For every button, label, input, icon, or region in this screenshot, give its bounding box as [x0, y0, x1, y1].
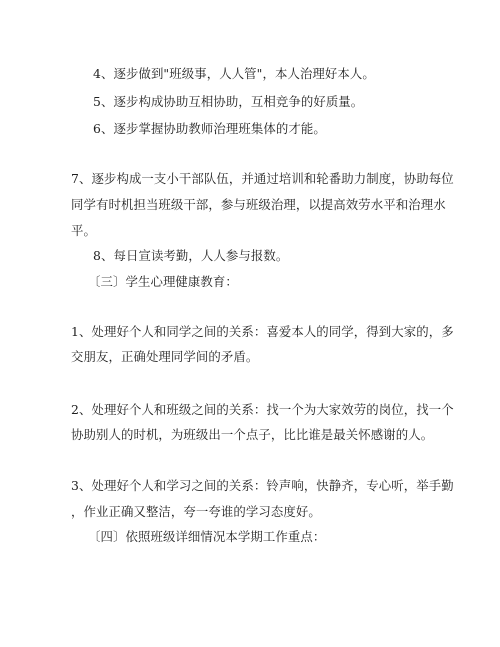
psych-1-line-2: 交朋友，正确处理同学间的矛盾。: [71, 349, 259, 364]
item-6-text: 6、逐步掌握协助教师治理班集体的才能。: [93, 121, 326, 136]
psych-1-line-1: 1、处理好个人和同学之间的关系：喜爱本人的同学，得到大家的，多: [71, 324, 454, 339]
psych-2-line-2: 协助别人的时机，为班级出一个点子，比比谁是最关怀感谢的人。: [71, 427, 434, 442]
item-7-line-2: 同学有时机担当班级干部，参与班级治理，以提高效劳水平和治理水: [71, 197, 446, 212]
item-5-text: 5、逐步构成协助互相协助，互相竞争的好质量。: [93, 94, 364, 109]
psych-3-line-1: 3、处理好个人和学习之间的关系：铃声响，快静齐，专心听，举手勤: [71, 478, 454, 493]
item-7-line-3: 平。: [71, 223, 96, 238]
section-3-heading: 〔三〕学生心理健康教育：: [88, 274, 238, 289]
psych-2-line-1: 2、处理好个人和班级之间的关系：找一个为大家效劳的岗位，找一个: [71, 402, 454, 417]
item-4-text: 4、逐步做到"班级事，人人管"，本人治理好本人。: [93, 66, 375, 81]
item-8-text: 8、每日宣读考勤，人人参与报数。: [93, 248, 289, 263]
section-4-heading: 〔四〕依照班级详细情况本学期工作重点：: [88, 529, 326, 544]
psych-3-line-2: ，作业正确又整洁，夸一夸谁的学习态度好。: [71, 504, 321, 519]
item-7-line-1: 7、逐步构成一支小干部队伍，并通过培训和轮番助力制度，协助每位: [71, 171, 454, 186]
